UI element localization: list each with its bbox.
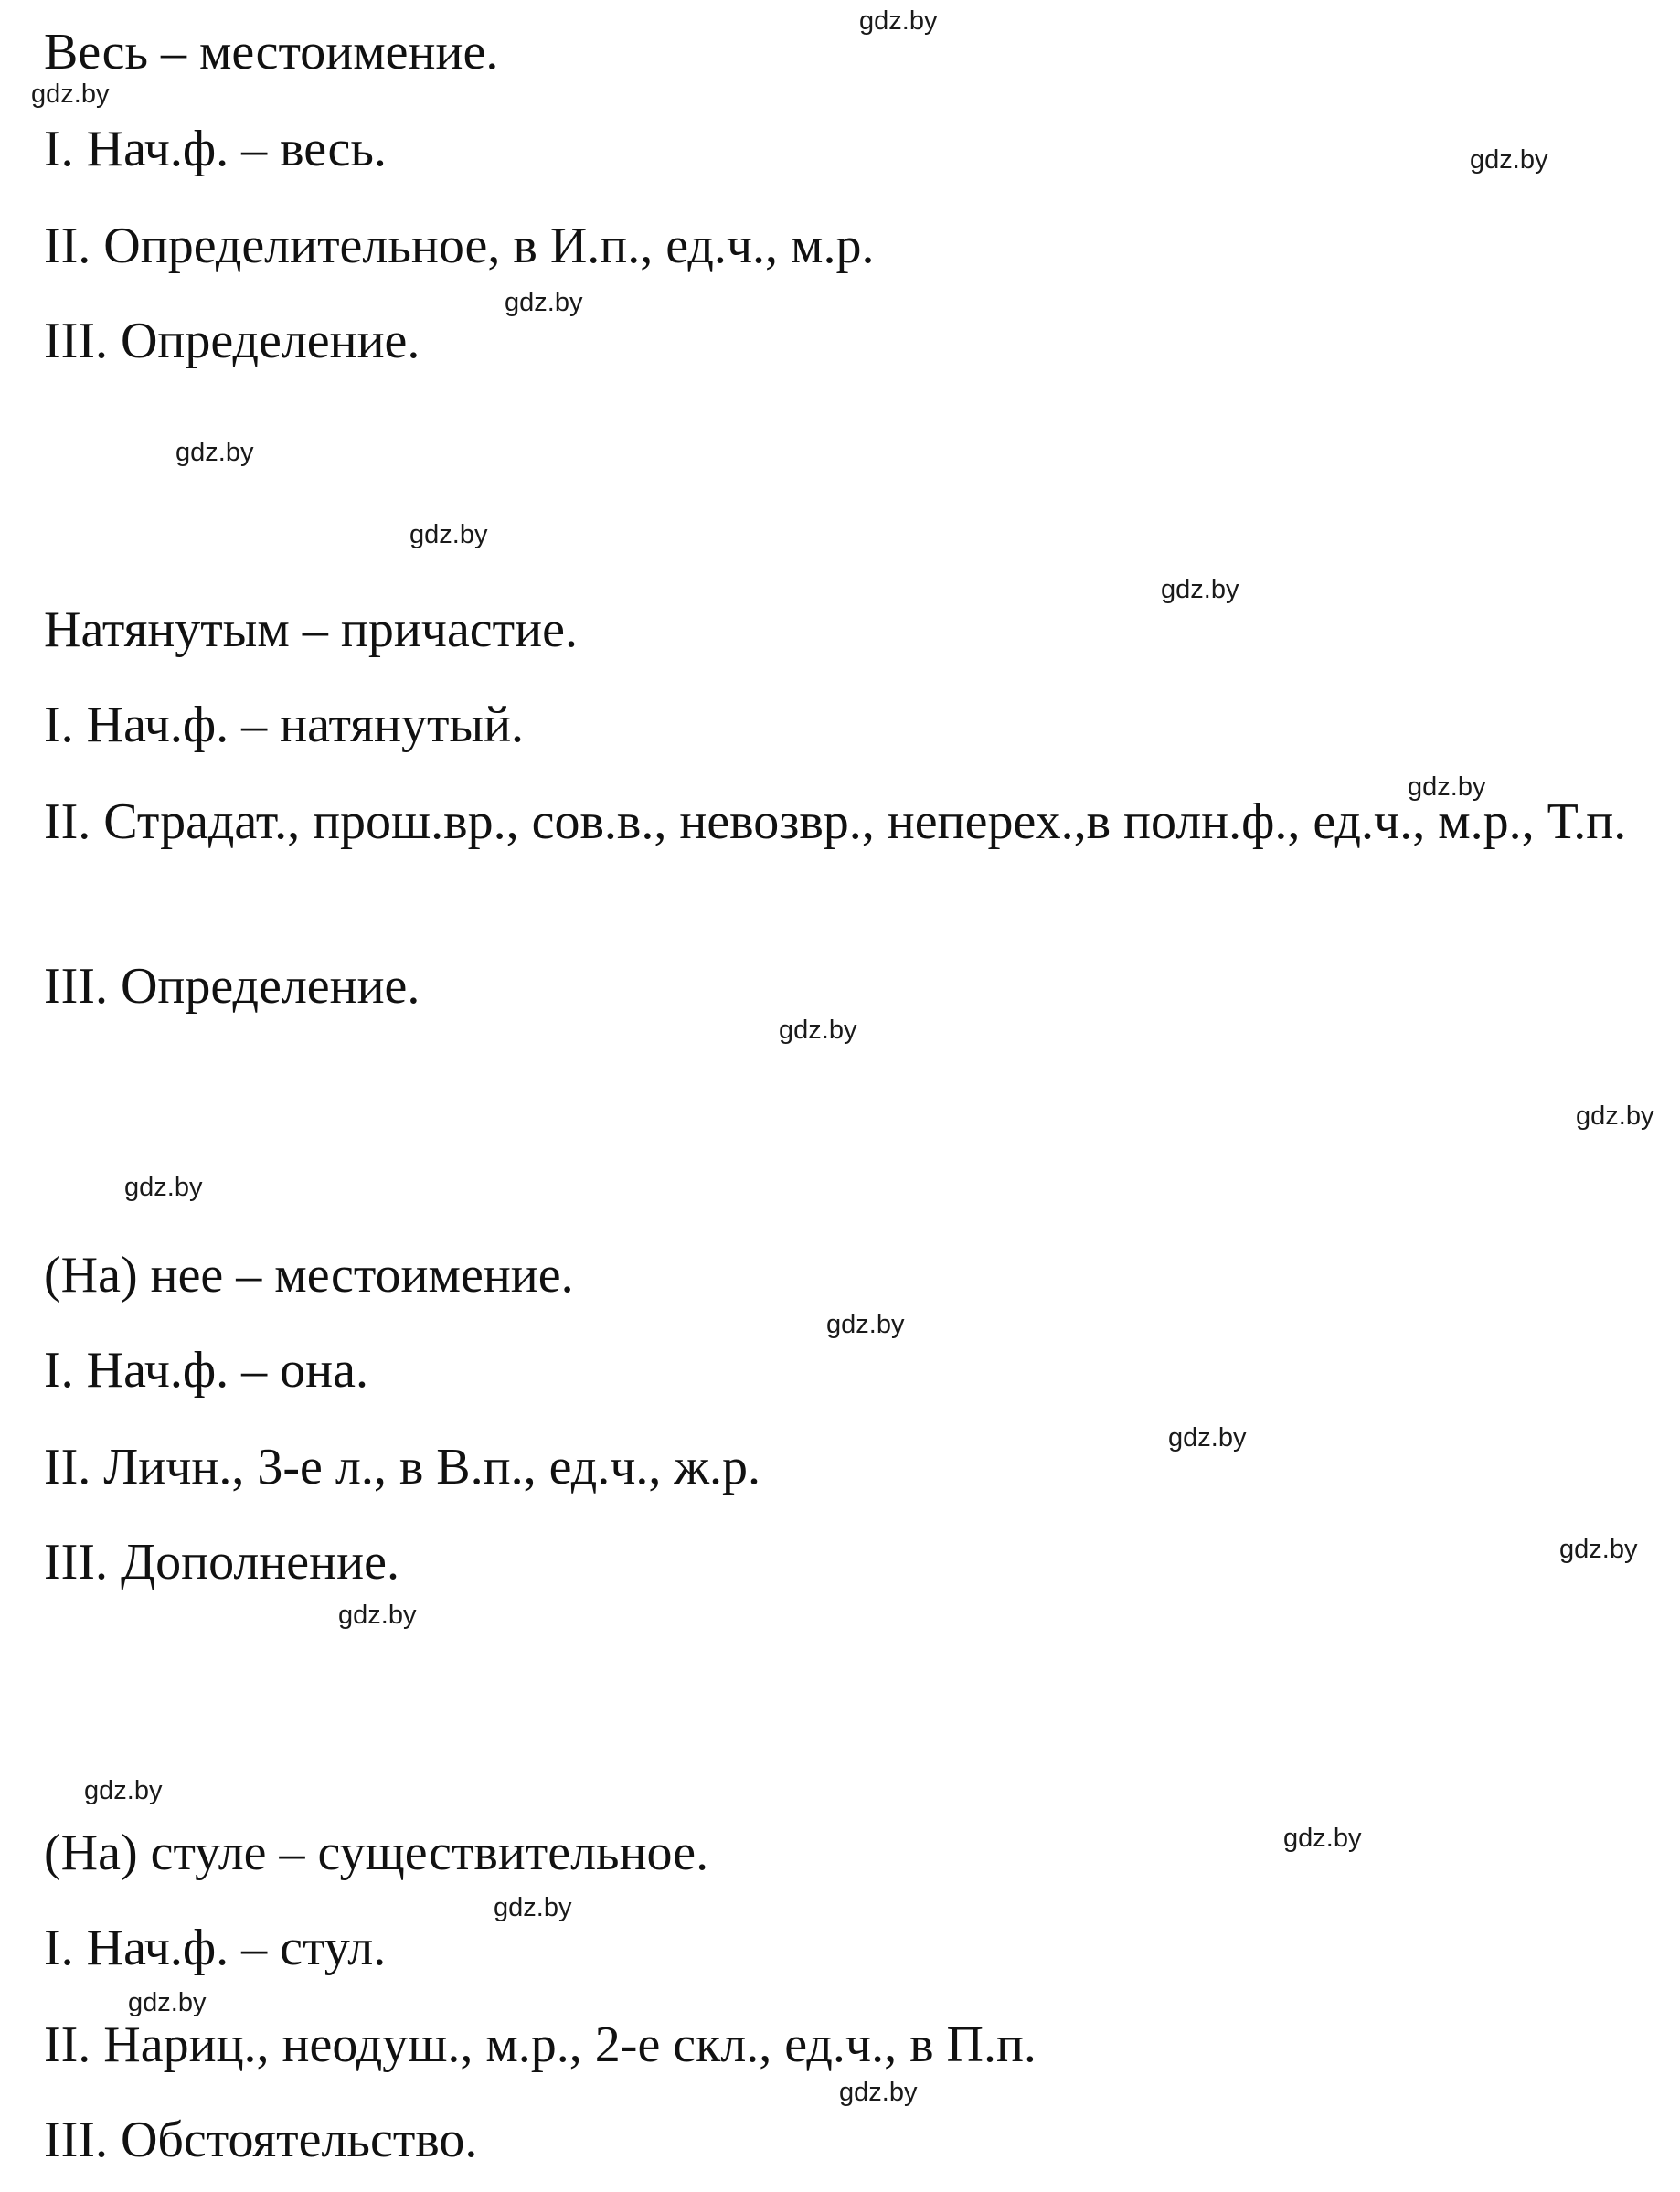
watermark: gdz.by xyxy=(505,288,583,317)
watermark: gdz.by xyxy=(826,1310,905,1339)
block-4-title: (На) стуле – существительное. xyxy=(44,1825,709,1881)
watermark: gdz.by xyxy=(31,80,110,109)
block-1-title: Весь – местоимение. xyxy=(44,24,499,80)
block-4-initial-form: I. Нач.ф. – стул. xyxy=(44,1920,387,1976)
watermark: gdz.by xyxy=(494,1893,572,1922)
watermark: gdz.by xyxy=(338,1601,417,1630)
watermark: gdz.by xyxy=(1559,1535,1638,1564)
block-3-morphology: II. Личн., 3-е л., в В.п., ед.ч., ж.р. xyxy=(44,1439,761,1495)
watermark: gdz.by xyxy=(1168,1423,1247,1452)
watermark: gdz.by xyxy=(859,6,938,36)
block-2-initial-form: I. Нач.ф. – натянутый. xyxy=(44,697,525,753)
block-2-morphology: II. Страдат., прош.вр., сов.в., невозвр., неперех.,в полн.ф., ед.ч., м.р., Т.п. xyxy=(44,793,1627,850)
block-1-syntax-role: III. Определение. xyxy=(44,313,420,369)
watermark: gdz.by xyxy=(124,1173,203,1202)
watermark: gdz.by xyxy=(409,520,488,549)
block-2-title: Натянутым – причастие. xyxy=(44,601,578,658)
watermark: gdz.by xyxy=(1470,145,1548,175)
watermark: gdz.by xyxy=(1576,1101,1654,1131)
block-3-title: (На) нее – местоимение. xyxy=(44,1247,574,1303)
watermark: gdz.by xyxy=(128,1988,207,2017)
block-3-syntax-role: III. Дополнение. xyxy=(44,1534,399,1591)
block-4-morphology: II. Нариц., неодуш., м.р., 2-е скл., ед.ч., в П.п. xyxy=(44,2016,1037,2073)
watermark: gdz.by xyxy=(839,2078,918,2107)
watermark: gdz.by xyxy=(175,438,254,467)
watermark: gdz.by xyxy=(779,1016,857,1045)
block-1-morphology: II. Определительное, в И.п., ед.ч., м.р. xyxy=(44,218,875,274)
block-3-initial-form: I. Нач.ф. – она. xyxy=(44,1342,368,1399)
watermark: gdz.by xyxy=(1161,575,1239,604)
watermark: gdz.by xyxy=(1408,772,1486,802)
block-4-syntax-role: III. Обстоятельство. xyxy=(44,2112,478,2168)
watermark: gdz.by xyxy=(84,1776,163,1805)
block-1-initial-form: I. Нач.ф. – весь. xyxy=(44,121,387,177)
block-2-syntax-role: III. Определение. xyxy=(44,958,420,1015)
watermark: gdz.by xyxy=(1283,1824,1362,1853)
